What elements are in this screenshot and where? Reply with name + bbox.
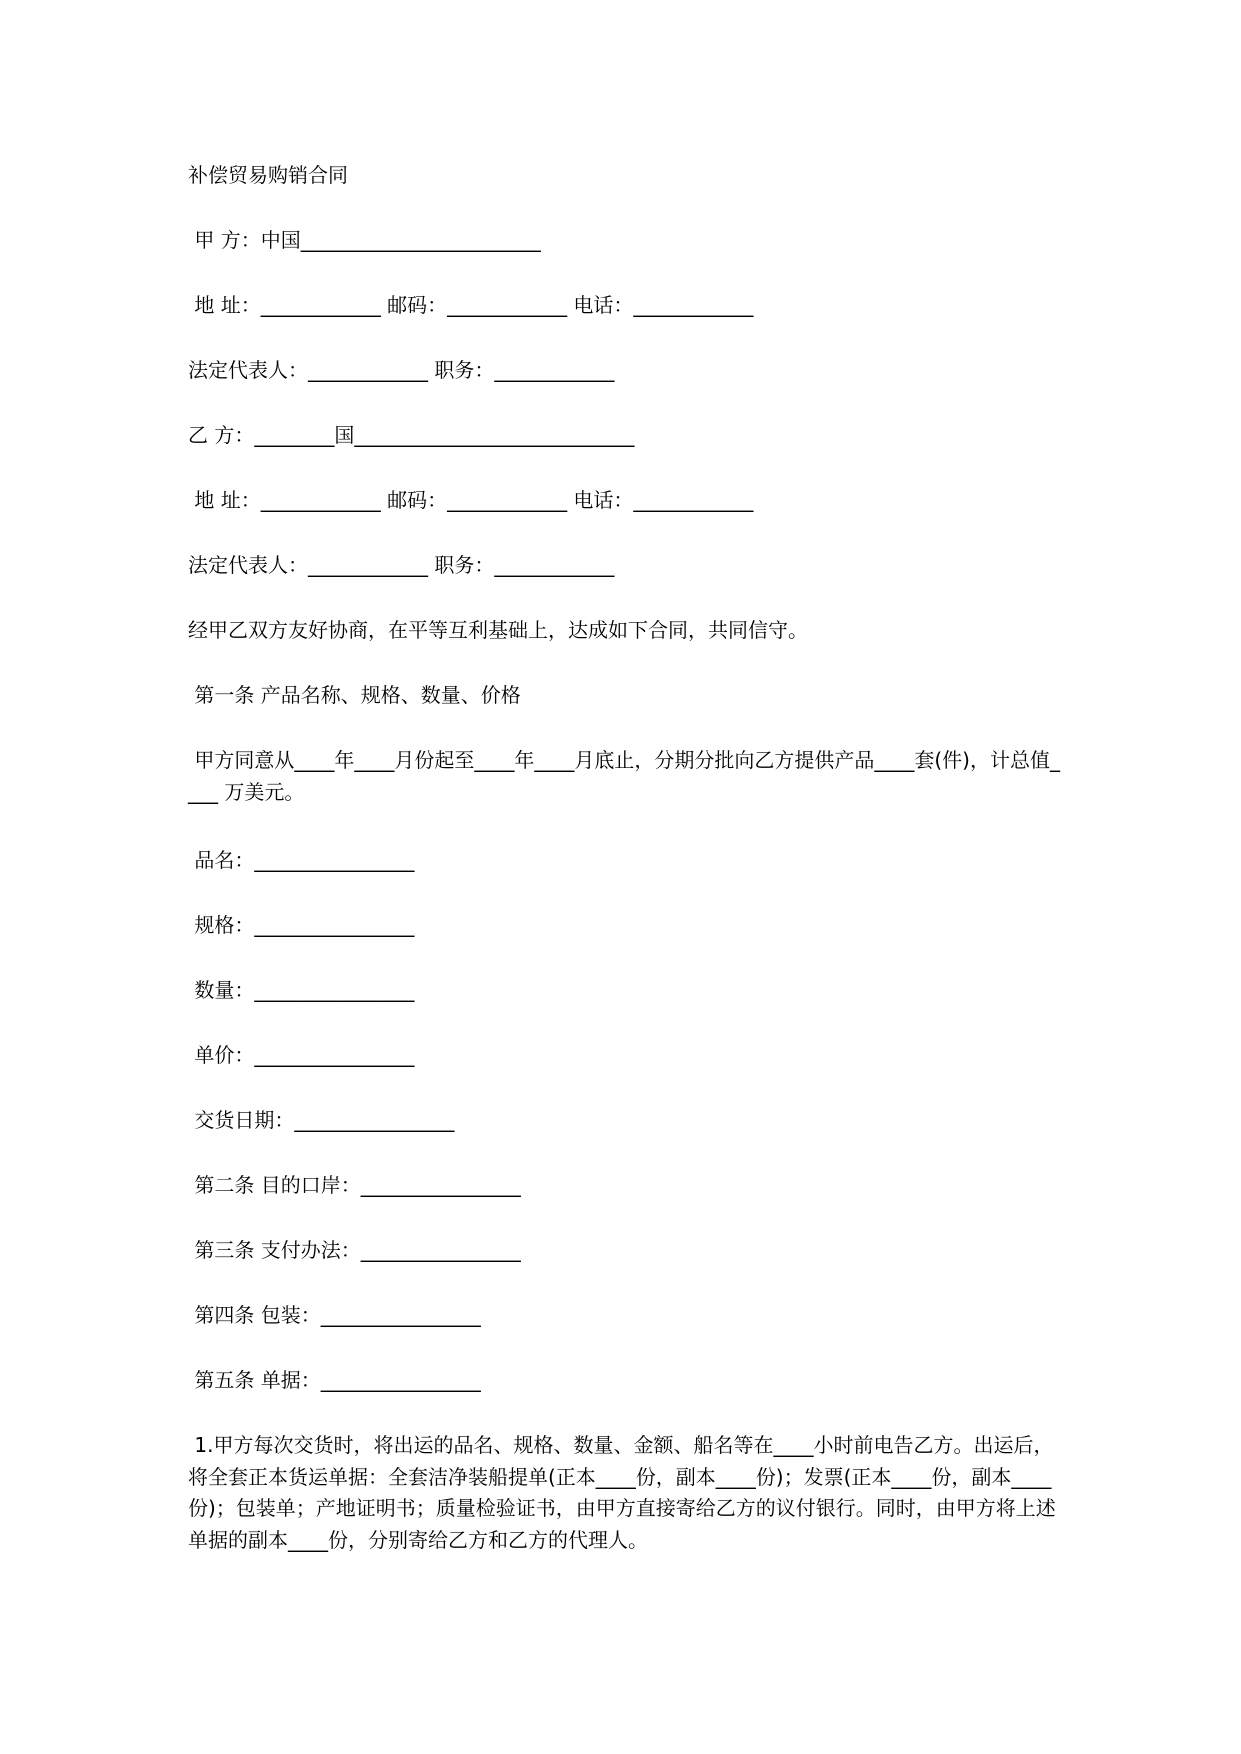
- field-quantity: 数量：________________: [188, 978, 415, 1002]
- article-4-line: 第四条 包装：________________: [188, 1303, 481, 1327]
- field-unit-price: 单价：________________: [188, 1043, 415, 1067]
- article-2-line: 第二条 目的口岸：________________: [188, 1173, 521, 1197]
- intro-paragraph: 经甲乙双方友好协商，在平等互利基础上，达成如下合同，共同信守。: [188, 618, 808, 642]
- article-3-line: 第三条 支付办法：________________: [188, 1238, 521, 1262]
- field-delivery-date: 交货日期：________________: [188, 1108, 455, 1132]
- party-b-address-line: 地 址：____________ 邮码：____________ 电话：____________: [188, 488, 754, 512]
- article-5-line: 第五条 单据：________________: [188, 1368, 481, 1392]
- field-specification: 规格：________________: [188, 913, 415, 937]
- party-b-rep-line: 法定代表人：____________ 职务：____________: [188, 553, 615, 577]
- field-product-name: 品名：________________: [188, 848, 415, 872]
- article-1-body: 甲方同意从____年____月份起至____年____月底止，分期分批向乙方提供产品____套(件)，计总值____ 万美元。: [188, 748, 1060, 804]
- party-b-name-line: 乙 方：________国____________________________: [188, 423, 635, 447]
- party-a-name-line: 甲 方：中国________________________: [188, 228, 541, 252]
- party-a-rep-line: 法定代表人：____________ 职务：____________: [188, 358, 615, 382]
- document-title: 补偿贸易购销合同: [188, 163, 348, 187]
- clause-1-paragraph: 1.甲方每次交货时，将出运的品名、规格、数量、金额、船名等在____小时前电告乙方。出运后，将全套正本货运单据：全套洁净装船提单(正本____份，副本____份)；发票(正本____份，副本____份)；包装单；产地证明书；质量检验证书，由甲方直接寄给乙方的议付银行。同时，由甲方将上述单据的副本____份，分别寄给乙方和乙方的代理人。: [188, 1433, 1056, 1552]
- party-a-address-line: 地 址：____________ 邮码：____________ 电话：____________: [188, 293, 754, 317]
- article-1-heading: 第一条 产品名称、规格、数量、价格: [188, 683, 521, 707]
